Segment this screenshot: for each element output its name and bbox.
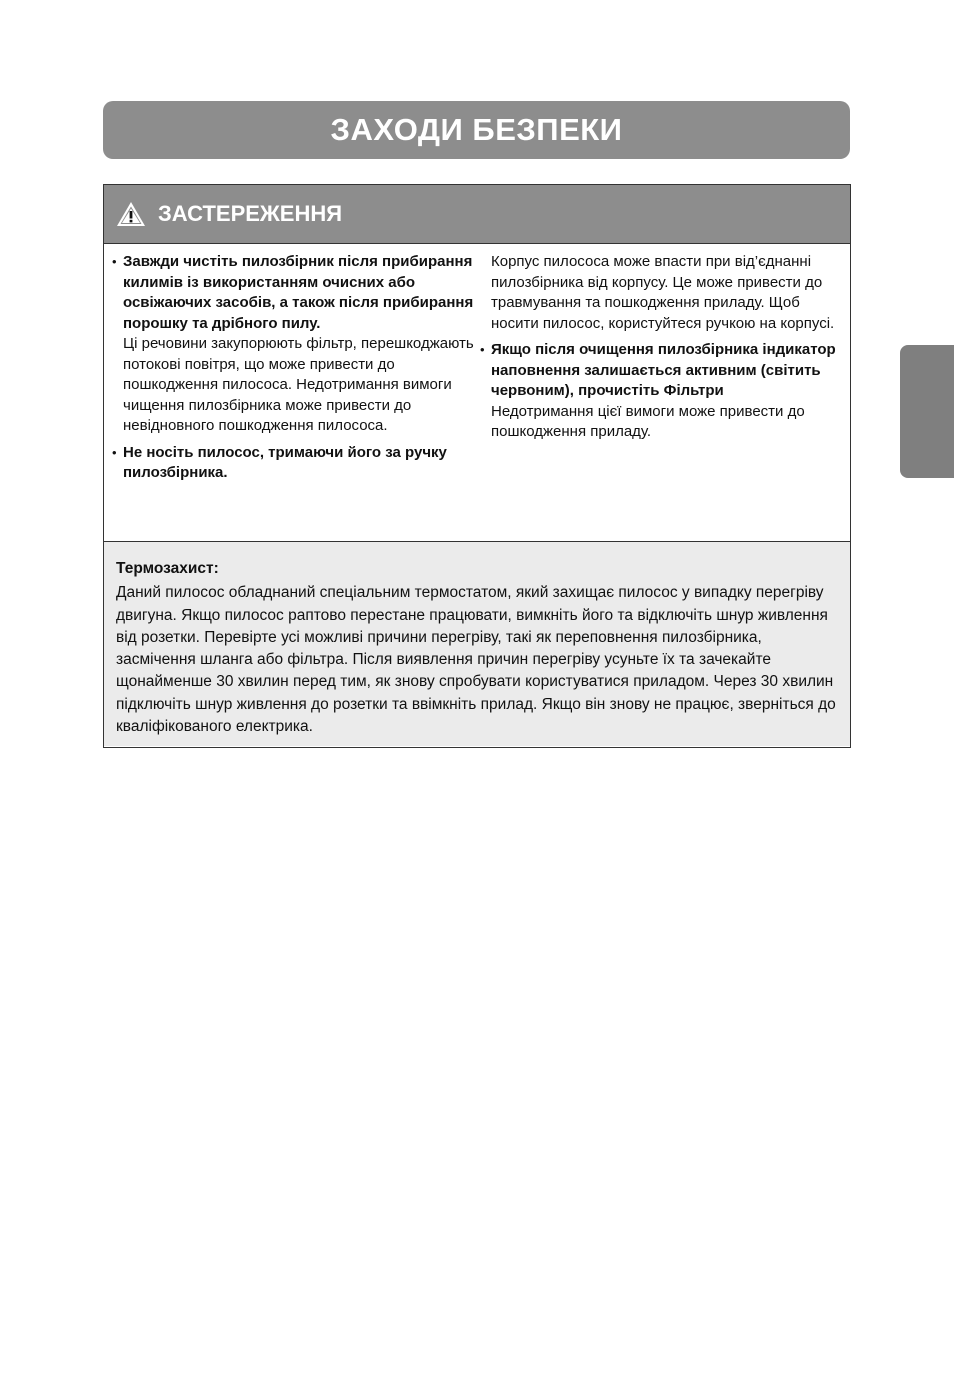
warning-columns xyxy=(104,244,850,542)
warning-item-title: Завжди чистіть пилозбірник після прибирання килимів із використанням очисних або освіжаючих засобів, а також після прибирання порошку та дрібного пилу. xyxy=(123,253,474,332)
warning-header xyxy=(104,185,850,244)
warning-item xyxy=(112,443,474,484)
warning-item xyxy=(112,252,474,437)
thermal-protection-text: Даний пилосос обладнаний спеціальним термостатом, який захищає пилосос у випадку перегріву двигуна. Якщо пилосос раптово перестане працювати, вимкніть його та відключіть шнур живлення від розетки. Перевірте усі можливі причини перегріву, такі як переповнення пилозбірника, засмічення шланга або фільтра. Після виявлення причин перегріву усуньте їх та зачекайте щонайменше 30 хвилин перед тим, як знову спробувати користуватися приладом. Через 30 хвилин підключіть шнур живлення до розетки та ввімкніть прилад. Якщо він знову не працює, зверніться до кваліфікованого електрика. xyxy=(116,584,836,736)
warning-heading: ЗАСТЕРЕЖЕННЯ xyxy=(158,201,343,226)
warning-left-column xyxy=(112,252,474,484)
bullet: • xyxy=(112,444,117,460)
warning-item-title: Не носіть пилосос, тримаючи його за ручку пилозбірника. xyxy=(123,443,447,481)
warning-item-text: Недотримання цієї вимоги може привести до пошкодження приладу. xyxy=(491,402,805,440)
warning-item-title: Якщо після очищення пилозбірника індикатор наповнення залишається активним (світить червоним), прочистіть Фільтри xyxy=(491,341,836,399)
warning-right-column xyxy=(480,252,842,443)
warning-item-continued xyxy=(480,252,842,334)
page-title: ЗАХОДИ БЕЗПЕКИ xyxy=(330,112,623,147)
warning-item-text: Корпус пилососа може впасти при від’єднанні пилозбірника від корпусу. Це може привести до травмування та пошкодження приладу. Щоб носити пилосос, користуйтеся ручкою на корпусі. xyxy=(491,253,835,332)
bullet: • xyxy=(112,254,117,269)
warning-item xyxy=(480,340,842,443)
thermal-protection-section xyxy=(104,542,850,746)
warning-box xyxy=(103,184,851,748)
page-title-bar xyxy=(103,101,850,159)
thermal-protection-title: Термозахист: xyxy=(116,560,219,577)
bullet: • xyxy=(480,342,485,357)
section-side-tab xyxy=(900,345,954,478)
warning-triangle-icon xyxy=(116,201,146,227)
warning-item-text: Ці речовини закупорюють фільтр, перешкоджають потокові повітря, що може привести до пошкодження пилососа. Недотримання вимоги чищення пилозбірника може привести до невідновного пошкодження пилососа. xyxy=(123,335,474,434)
